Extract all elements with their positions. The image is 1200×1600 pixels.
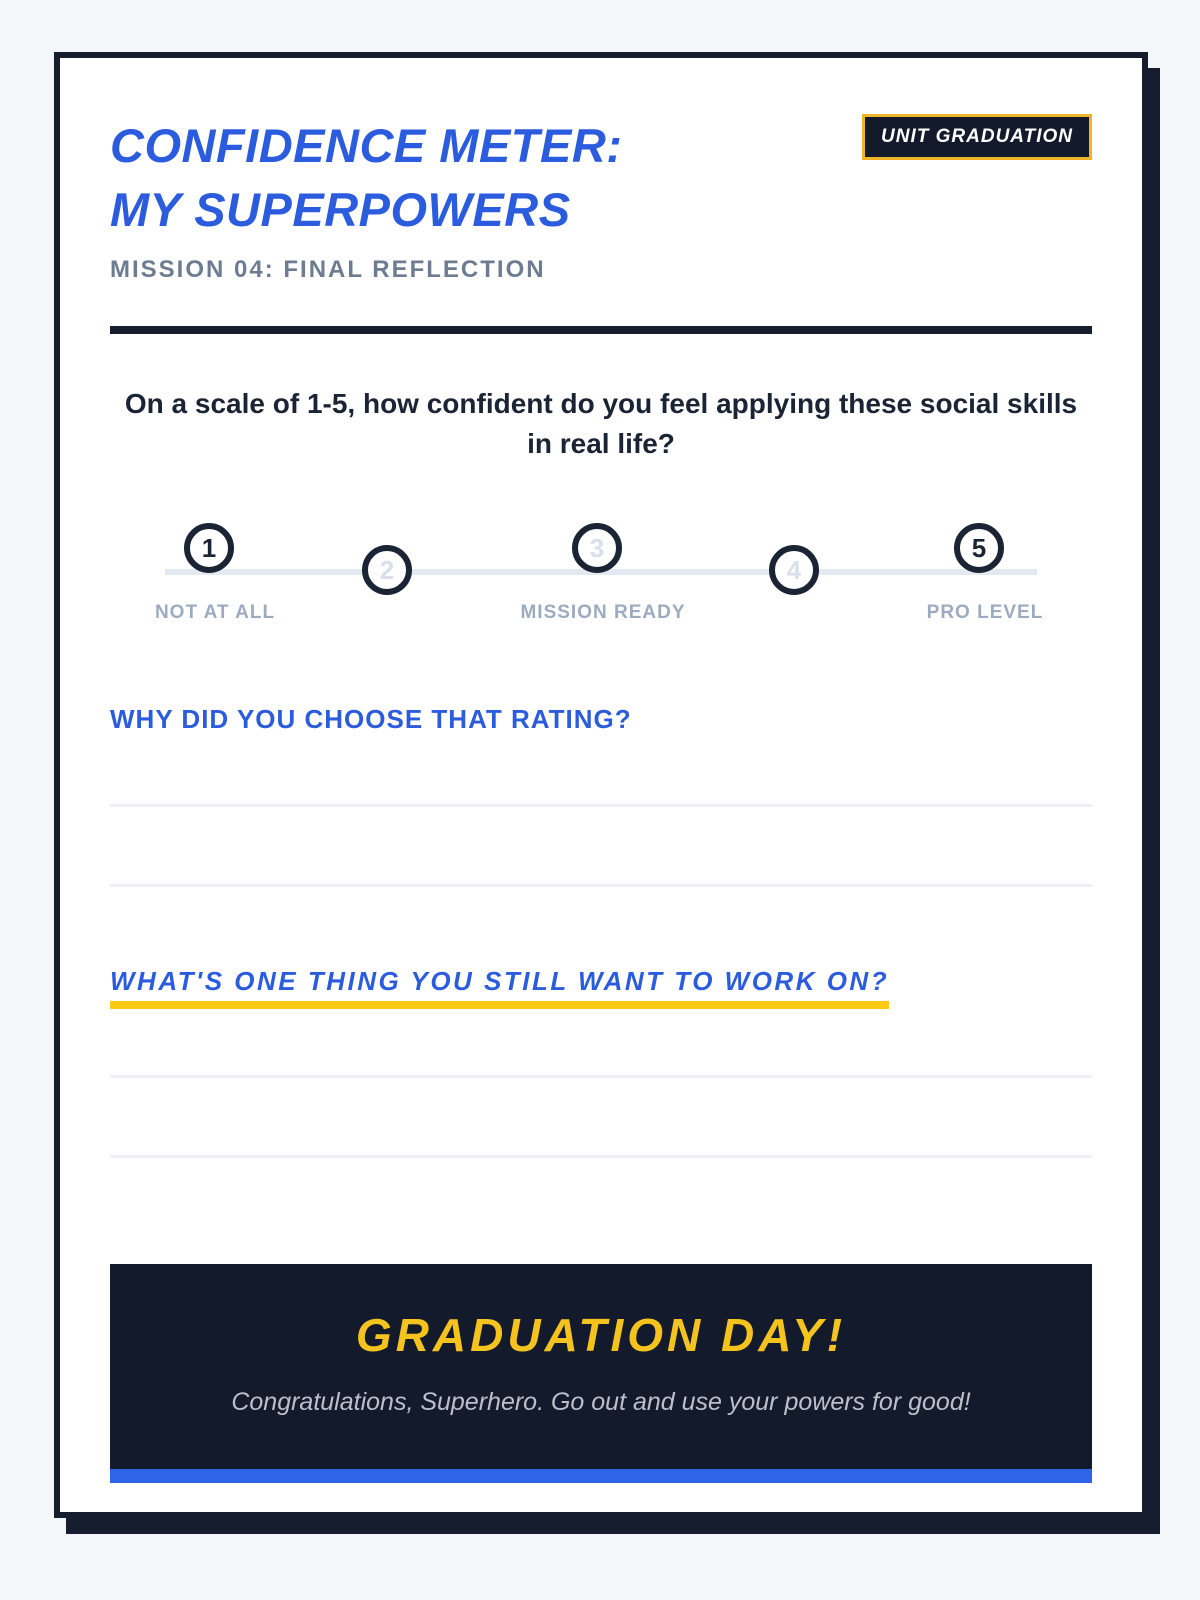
confidence-question: On a scale of 1-5, how confident do you feel applying these social skills in real life? [124,388,1078,459]
graduation-banner-title: GRADUATION DAY! [355,1309,847,1361]
confidence-scale [110,514,1092,624]
graduation-banner-message: Congratulations, Superhero. Go out and use your powers for good! [231,1388,971,1416]
section-rating-reason [110,704,1092,887]
mission-subtitle: MISSION 04: FINAL REFLECTION [110,256,546,283]
rating-circle-3[interactable]: 3 [572,523,622,573]
header-divider [110,326,1092,334]
work-on-answer-line-2[interactable] [110,1155,1092,1158]
rating-reason-heading: WHY DID YOU CHOOSE THAT RATING? [110,704,632,734]
rating-circle-1[interactable]: 1 [184,523,234,573]
work-on-heading: WHAT'S ONE THING YOU STILL WANT TO WORK ON? [110,966,889,1009]
scale-label-not-at-all: NOT AT ALL [154,602,276,623]
rating-circle-4[interactable]: 4 [769,545,819,595]
section-work-on [110,887,1092,1158]
page-title-line1: CONFIDENCE METER: [110,119,623,172]
rating-reason-answer-line-1[interactable] [110,804,1092,807]
worksheet-card [54,52,1148,1518]
rating-circle-5[interactable]: 5 [954,523,1004,573]
scale-label-mission-ready: MISSION READY [520,602,686,623]
page-title-line2: MY SUPERPOWERS [110,183,571,236]
work-on-answer-line-1[interactable] [110,1075,1092,1078]
scale-label-pro-level: PRO LEVEL [926,602,1044,623]
unit-graduation-badge: UNIT GRADUATION [862,114,1092,160]
header [110,114,1092,284]
graduation-banner [110,1264,1092,1483]
rating-circle-2[interactable]: 2 [362,545,412,595]
